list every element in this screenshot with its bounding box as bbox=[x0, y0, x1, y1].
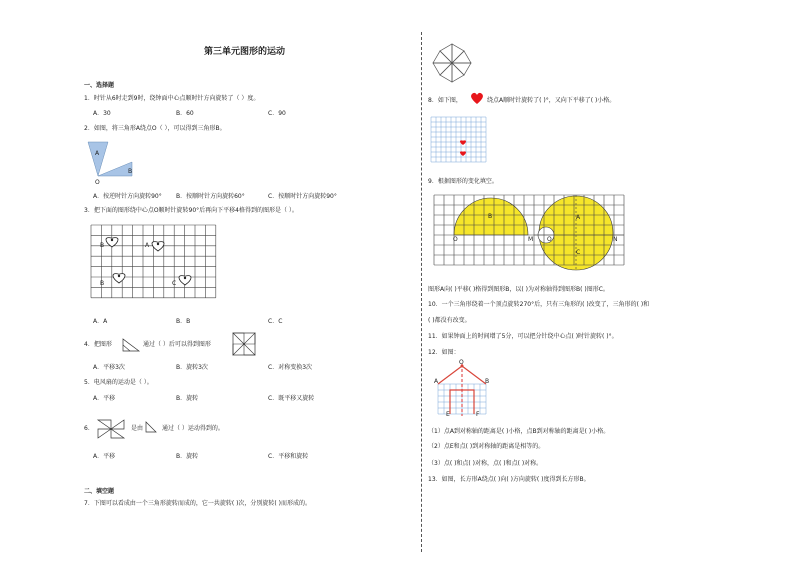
question-2: 2．如图，将三角形A绕点O（ ），可以得到三角形B。 bbox=[84, 125, 226, 132]
q2-label-b: B bbox=[128, 168, 133, 175]
center-point-2 bbox=[118, 275, 120, 277]
question-1: 1．时针从6时走到9时，绕钟面中心点顺时针方向旋转了（ ）度。 bbox=[84, 95, 260, 102]
question-12-3: （3）点( )和点( )对称，点( )和点( )对称。 bbox=[428, 460, 543, 467]
grid-lines bbox=[431, 117, 486, 162]
q8-heart-grid bbox=[431, 117, 486, 165]
q1-option-b: B．60 bbox=[176, 110, 194, 117]
q3-label-c: C bbox=[172, 280, 177, 287]
q9-label-c: C bbox=[576, 249, 581, 256]
q2-label-a: A bbox=[95, 150, 100, 157]
question-6-part2: 是由 bbox=[131, 425, 144, 432]
page-title: 第三单元图形的运动 bbox=[204, 47, 286, 57]
q3-label-b2: B bbox=[100, 280, 105, 287]
q4-source-shape bbox=[122, 338, 140, 352]
q1-option-c: C．90 bbox=[268, 110, 286, 117]
q5-option-b: B．旋转 bbox=[176, 395, 199, 402]
q9-label-m: M bbox=[528, 236, 534, 243]
q3-label-b1: B bbox=[100, 242, 105, 249]
q7-pinwheel-figure bbox=[431, 42, 473, 84]
q9-label-b: B bbox=[488, 213, 493, 220]
q2-option-c: C．按顺时针方向旋转90° bbox=[268, 193, 337, 200]
q3-option-c: C．C bbox=[268, 318, 283, 325]
q6-option-a: A．平移 bbox=[93, 453, 116, 460]
q1-option-a: A．30 bbox=[93, 110, 111, 117]
question-11: 11．如果钟面上的时间增了5分，可以把分针绕中心点( )时针旋转( )°。 bbox=[428, 333, 618, 340]
heart-icon bbox=[470, 92, 484, 105]
q6-windmill-shape bbox=[93, 416, 129, 442]
q4-option-c: C．对称变换3次 bbox=[268, 364, 313, 371]
q3-option-a: A．A bbox=[93, 318, 108, 325]
q5-option-c: C．既平移又旋转 bbox=[268, 395, 315, 402]
q12-label-f: F bbox=[476, 411, 480, 418]
q9-label-n: N bbox=[613, 236, 618, 243]
question-4-part2: 通过（ ）后可以得到图形 bbox=[143, 341, 211, 348]
question-9: 9．根据图形的变化填空。 bbox=[428, 178, 498, 185]
q3-grid-figure bbox=[91, 225, 216, 303]
q4-option-a: A．平移3次 bbox=[93, 364, 125, 371]
question-3: 3．把下面的图形绕中心点O顺时针旋转90°后再向下平移4格得到的图形是（ ）。 bbox=[84, 207, 298, 214]
q3-option-b: B．B bbox=[176, 318, 191, 325]
q12-label-o: O bbox=[459, 359, 464, 366]
question-5: 5．电风扇的运动是（ ）。 bbox=[84, 379, 153, 386]
question-13: 13．如图，长方形A绕点( )向( )方向旋转( )度得到长方形B。 bbox=[428, 476, 590, 483]
q9-label-a: A bbox=[576, 214, 581, 221]
q6-option-b: B．旋转 bbox=[176, 453, 199, 460]
q4-option-b: B．旋转3次 bbox=[176, 364, 208, 371]
question-7: 7．下图可以看成由一个三角形旋转而成的，它一共旋转( )次，分别旋转( )而形成的。 bbox=[84, 500, 311, 507]
q12-label-a: A bbox=[434, 378, 439, 385]
q5-option-a: A．平移 bbox=[93, 395, 116, 402]
question-10-line1: 10．一个三角形绕着一个顶点旋转270°后，只有三角形的( )改变了，三角形的( )和 bbox=[428, 301, 650, 308]
question-12: 12．如图： bbox=[428, 349, 460, 356]
q12-label-e: E bbox=[446, 411, 450, 418]
q9-grid-figure bbox=[434, 195, 624, 270]
q3-label-a: A bbox=[145, 242, 150, 249]
q2-option-a: A．按逆时针方向旋转90° bbox=[93, 193, 162, 200]
center-point-0 bbox=[111, 239, 113, 241]
question-4-part1: 4．把图形 bbox=[84, 341, 112, 348]
question-6-part1: 6． bbox=[84, 425, 94, 432]
q9-label-o1: O bbox=[453, 236, 458, 243]
q12-label-b: B bbox=[485, 378, 490, 385]
q12-house-figure bbox=[432, 360, 492, 418]
question-8-part2: 绕点A顺时针旋转了( )°，又向下平移了( )小格。 bbox=[487, 97, 616, 104]
question-12-2: （2）点E和点( )到对称轴的距离是相等的。 bbox=[428, 443, 545, 450]
center-point-3 bbox=[184, 277, 186, 279]
question-12-1: （1）点A到对称轴的距离是( )小格，点B到对称轴的距离是( )小格。 bbox=[428, 428, 610, 435]
center-point-1 bbox=[157, 243, 159, 245]
section-choice-heading: 一、选择题 bbox=[84, 82, 115, 89]
q9-label-o2: O bbox=[547, 236, 552, 243]
grid-lines bbox=[91, 225, 216, 298]
q2-label-o: O bbox=[95, 179, 100, 186]
question-6-part3: 通过（ ）运动得到的。 bbox=[162, 425, 224, 432]
section-fill-heading: 二、填空题 bbox=[84, 488, 115, 495]
question-10-line2: ( )都没有改变。 bbox=[428, 317, 471, 324]
question-8-part1: 8．如下图， bbox=[428, 97, 462, 104]
q4-pinwheel-shape bbox=[232, 332, 256, 356]
q6-option-c: C．平移和旋转 bbox=[268, 453, 309, 460]
q6-source-shape bbox=[145, 421, 157, 433]
q2-option-b: B．按顺时针方向旋转60° bbox=[176, 193, 245, 200]
column-divider bbox=[421, 32, 422, 552]
question-9-fill: 图形A向( )平移( )格得到图形B，以( )为对称轴得到图形B( )图形C。 bbox=[428, 286, 609, 293]
